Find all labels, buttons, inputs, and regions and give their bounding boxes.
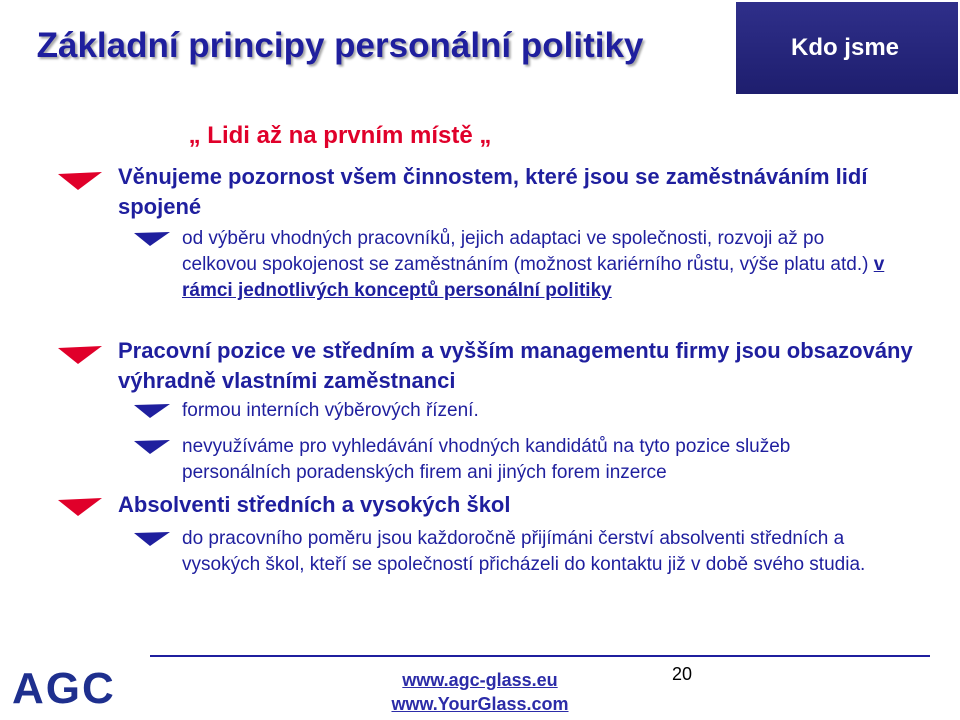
bullet-3: Absolventi středních a vysokých škol — [118, 492, 511, 517]
red-flag-icon — [58, 346, 102, 364]
yourglass-link[interactable]: www.YourGlass.com — [391, 694, 569, 714]
blue-flag-icon — [134, 440, 170, 454]
bullet-3-sub-1: do pracovního poměru jsou každoročně přijímáni čerství absolventi středních a vysokých škol, kteří se společností přicházeli do kontaktu již v době svého studia. — [182, 528, 866, 575]
blue-flag-icon — [134, 232, 170, 246]
page-number: 20 — [672, 664, 693, 684]
bullet-2-sub-1: formou interních výběrových řízení. — [182, 400, 479, 421]
footer-divider — [150, 655, 930, 657]
blue-flag-icon — [134, 532, 170, 546]
bullet-1-sub-1-text: od výběru vhodných pracovníků, jejich adaptaci ve společnosti, rozvoji až po celkovou spokojenost se zaměstnáním (možnost kariérního růstu, výše platu atd.) — [182, 228, 874, 275]
kdo-jsme-button[interactable]: Kdo jsme — [736, 2, 958, 94]
red-flag-icon — [58, 498, 102, 516]
bullet-1: Věnujeme pozornost všem činnostem, které jsou se zaměstnáváním lidí spojené — [118, 164, 868, 219]
red-flag-icon — [58, 172, 102, 190]
bullet-2-sub-2: nevyužíváme pro vyhledávání vhodných kandidátů na tyto pozice služeb personálních poradenských firem ani jiných forem inzerce — [182, 436, 791, 483]
bullet-1-sub-1 — [182, 226, 902, 304]
agc-logo: AGC — [12, 664, 116, 713]
agc-glass-link[interactable]: www.agc-glass.eu — [402, 670, 558, 690]
slide-title: Základní principy personální politiky — [36, 26, 644, 65]
blue-flag-icon — [134, 404, 170, 418]
bullet-2: Pracovní pozice ve středním a vyšším managementu firmy jsou obsazovány výhradně vlastními zaměstnanci — [118, 338, 913, 393]
motto: „ Lidi až na prvním místě „ — [188, 122, 492, 149]
concepts-link: v rámci jednotlivých konceptů personální politiky — [182, 254, 885, 301]
